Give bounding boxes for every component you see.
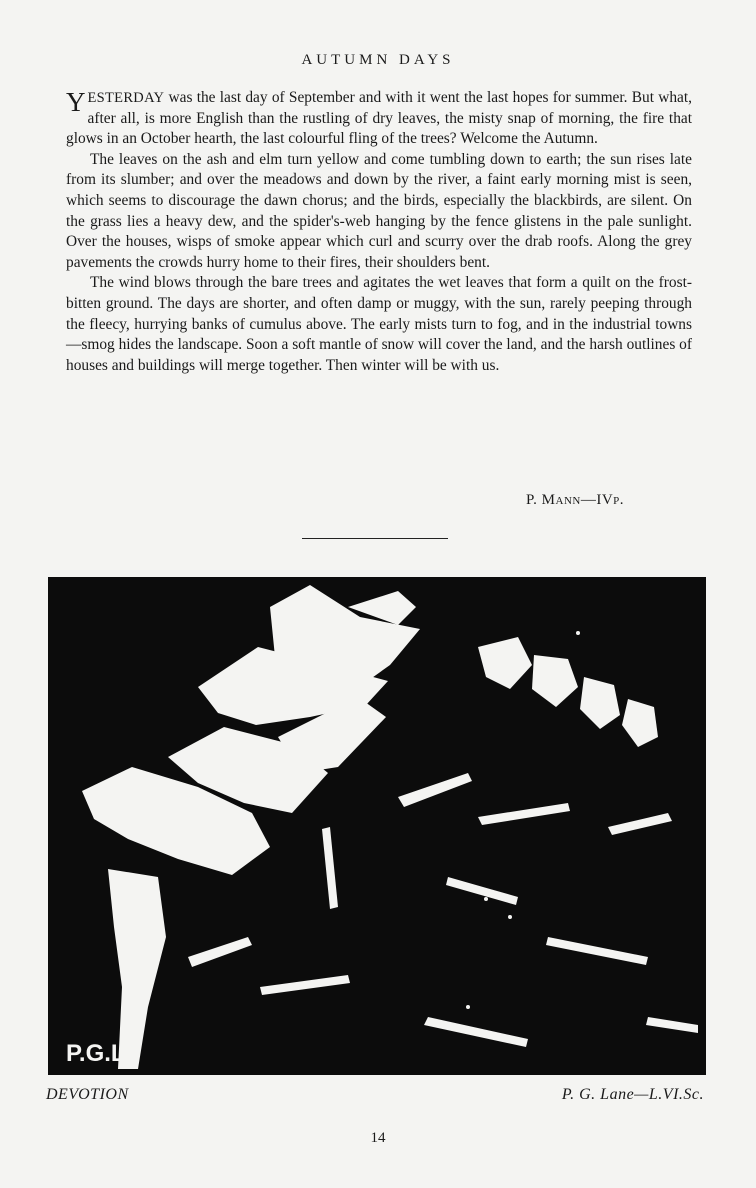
woodcut-illustration xyxy=(48,577,706,1075)
artist-signature: P.G.L. xyxy=(66,1040,133,1067)
artwork-title: DEVOTION xyxy=(46,1086,129,1103)
page-title: AUTUMN DAYS xyxy=(301,52,455,68)
page-number: 14 xyxy=(370,1130,386,1146)
woodcut-drawing xyxy=(48,577,706,1075)
section-divider xyxy=(302,538,448,539)
drop-cap: Y xyxy=(66,87,86,117)
opening-word: ESTERDAY xyxy=(87,90,165,106)
paragraph-1 xyxy=(66,88,692,150)
article-byline: P. Mann—IVp. xyxy=(526,492,625,508)
paragraph-1-text: was the last day of September and with it went the last hopes for summer. But what, after all, is more English than the rustling of dry leaves, the misty snap of morning, the fire that glows in an October hearth, the last colourful fling of the trees? Welcome the Autumn. xyxy=(66,89,692,148)
article-body xyxy=(66,88,692,376)
paragraph-2: The leaves on the ash and elm turn yellow and come tumbling down to earth; the sun rises late from its slumber; and over the meadows and down by the river, a faint early morning mist is seen, which seems to discourage the dawn chorus; and the birds, especially the blackbirds, are silent. On the grass lies a heavy dew, and the spider's-web hanging by the fence glistens in the pale sunlight. Over the houses, wisps of smoke appear which curl and scurry over the drab roofs. Along the grey pavements the crowds hurry home to their fires, their shoulders bent. xyxy=(66,150,692,271)
artwork-credit: P. G. Lane—L.VI.Sc. xyxy=(561,1086,704,1103)
paragraph-3: The wind blows through the bare trees and agitates the wet leaves that form a quilt on the frost-bitten ground. The days are shorter, and often damp or muggy, with the sun, rarely peeping through the fleecy, hurrying banks of cumulus above. The early mists turn to fog, and in the industrial towns—smog hides the landscape. Soon a soft mantle of snow will cover the land, and the harsh outlines of houses and buildings will merge together. Then winter will be with us. xyxy=(66,274,692,374)
